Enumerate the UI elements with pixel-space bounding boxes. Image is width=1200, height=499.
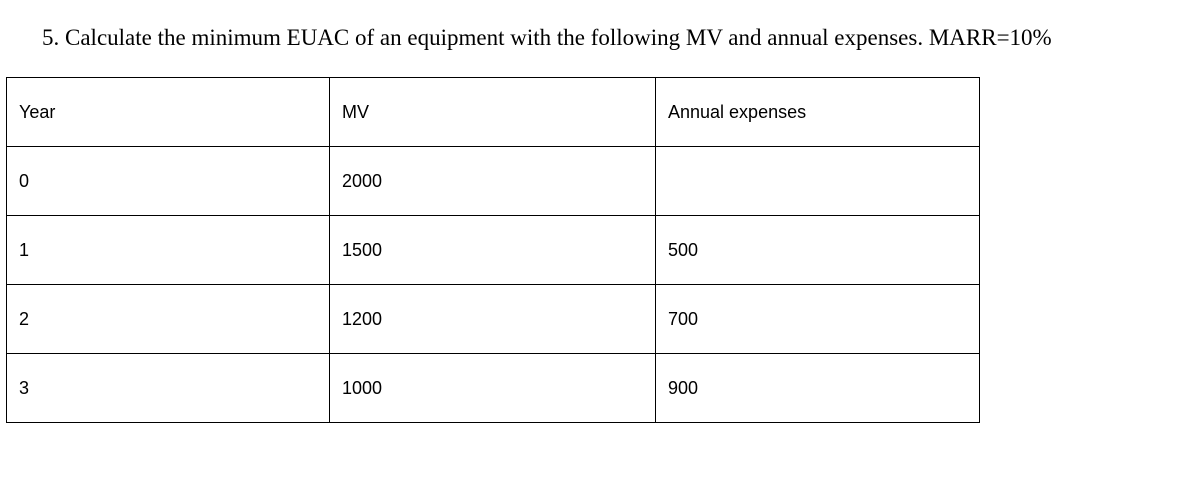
- table-row: [7, 216, 980, 285]
- cell-mv: 2000: [330, 147, 656, 216]
- cell-mv: 1000: [330, 354, 656, 423]
- cell-annual-expenses: 900: [656, 354, 980, 423]
- header-year: Year: [7, 78, 330, 147]
- table-row: [7, 147, 980, 216]
- question-text: 5. Calculate the minimum EUAC of an equipment with the following MV and annual expenses. MARR=10%: [42, 25, 1052, 50]
- cell-year: 0: [7, 147, 330, 216]
- cell-mv: 1200: [330, 285, 656, 354]
- header-annual-expenses: Annual expenses: [656, 78, 980, 147]
- cell-year: 1: [7, 216, 330, 285]
- data-table: [6, 77, 980, 423]
- cell-year: 2: [7, 285, 330, 354]
- table-row: [7, 354, 980, 423]
- table-header-row: [7, 78, 980, 147]
- cell-annual-expenses: 700: [656, 285, 980, 354]
- cell-mv: 1500: [330, 216, 656, 285]
- cell-annual-expenses: [656, 147, 980, 216]
- table-row: [7, 285, 980, 354]
- header-mv: MV: [330, 78, 656, 147]
- cell-annual-expenses: 500: [656, 216, 980, 285]
- cell-year: 3: [7, 354, 330, 423]
